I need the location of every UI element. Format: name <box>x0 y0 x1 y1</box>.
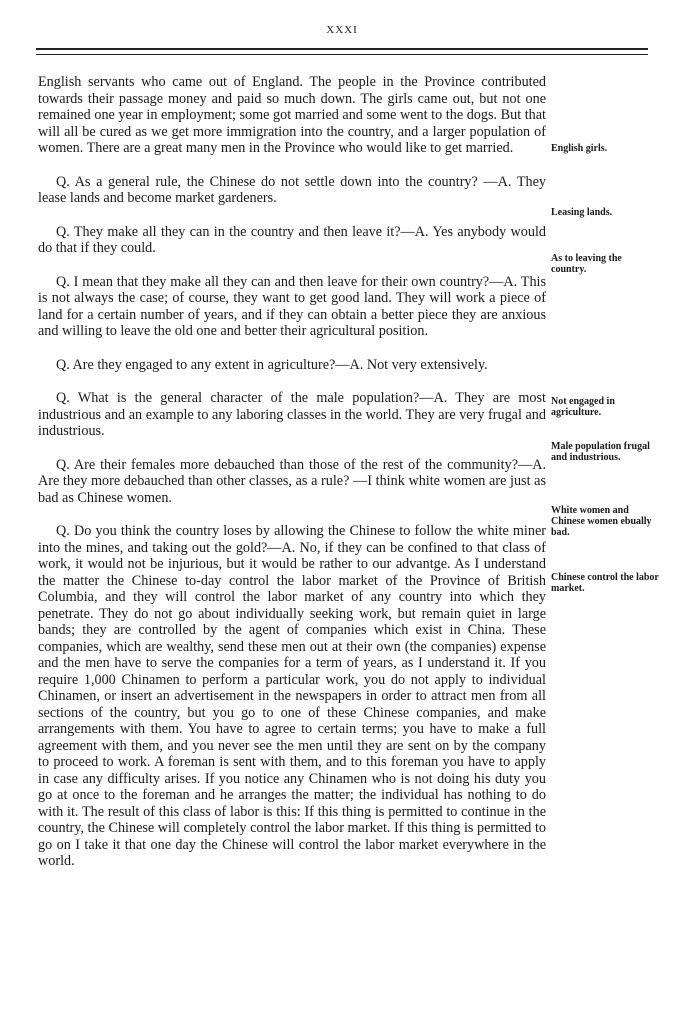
header-rule-thick <box>36 48 648 50</box>
body-text <box>38 74 546 887</box>
side-note-english-girls: English girls. <box>551 143 608 154</box>
paragraph-english-servants: English servants who came out of England. The people in the Province contributed towards their passage money and paid so much down. The girls came out, but not one remained one year in employment; some got married and some went to the dogs. But that will all be cured as we get more immigration into the country, and a larger population of women. There are a great many men in the Province who would like to get married. <box>38 74 546 156</box>
paragraph-settle-question: Q. As a general rule, the Chinese do not settle down into the country? —A. They lease lands and become market gardeners. <box>38 173 546 206</box>
side-note-leasing-lands: Leasing lands. <box>551 207 613 218</box>
paragraph-labor-market-question: Q. Do you think the country loses by allowing the Chinese to follow the white miner into the mines, and taking out the gold?—A. No, if they can be confined to that class of work, it would not be injurious, but it would be rather to our advantge. As I understand the matter the Chinese to-day control the labor market of the Province of British Columbia, and they will control the labor market of any country into which they penetrate. They do not go about individually seeking work, but remain quiet in large bands; they are controlled by the agent of companies which exist in China. These companies, which are wealthy, send these men out at their own (the companies) expense and the men have to serve the companies for a term of years, as I understand it. If you require 1,000 Chinamen to perform a particular work, you do not apply to individual Chinamen, or insert an advertisement in the newspapers in order to attract men from all sections of the country, but you go to one of these Chinese companies, and make arrangements with them. You have to agree to certain terms; you have to make a full agreement with them, and you never see the men until they are sent on by the company to proceed to work. A foreman is sent with them, and to this foreman you have to apply in case any difficulty arises. If you notice any Chinamen who is not doing his duty you go at once to the foreman and he arranges the matter; the individual has nothing to do with it. The result of this class of labor is this: If this thing is permitted to continue in the country, the Chinese will completely control the labor market. If this thing is permitted to go on I take it that one day the Chinese will control the labor market everywhere in the world. <box>38 523 546 869</box>
paragraph-male-population-question: Q. What is the general character of the male population?—A. They are most industrious and an example to any laboring classes in the world. They are very frugal and industrious. <box>38 390 546 439</box>
paragraph-own-country-question: Q. I mean that they make all they can and then leave for their own country?—A. This is not always the case; of course, they want to get good land. They will work a piece of land for a certain number of years, and if they can obtain a better piece they are anxious and willing to leave the old one and better their agricultural position. <box>38 273 546 339</box>
paragraph-females-question: Q. Are their females more debauched than those of the rest of the community?—A. Are they more debauched than other classes, as a rule? —I think white women are just as bad as Chinese women. <box>38 456 546 506</box>
page-number: XXXI <box>326 24 358 36</box>
side-note-leaving-country: As to leaving the country. <box>551 253 622 275</box>
header-rule-thin <box>36 54 648 55</box>
side-note-white-women: White women and Chinese women ebually bad. <box>551 505 652 538</box>
paragraph-agriculture-question: Q. Are they engaged to any extent in agriculture?—A. Not very extensively. <box>56 356 488 373</box>
side-note-male-population: Male population frugal and industrious. <box>551 441 650 463</box>
side-note-agriculture: Not engaged in agriculture. <box>551 396 615 418</box>
paragraph-leave-question: Q. They make all they can in the country and then leave it?—A. Yes anybody would do that if they could. <box>38 223 546 256</box>
side-note-labor-market: Chinese control the labor market. <box>551 572 659 594</box>
